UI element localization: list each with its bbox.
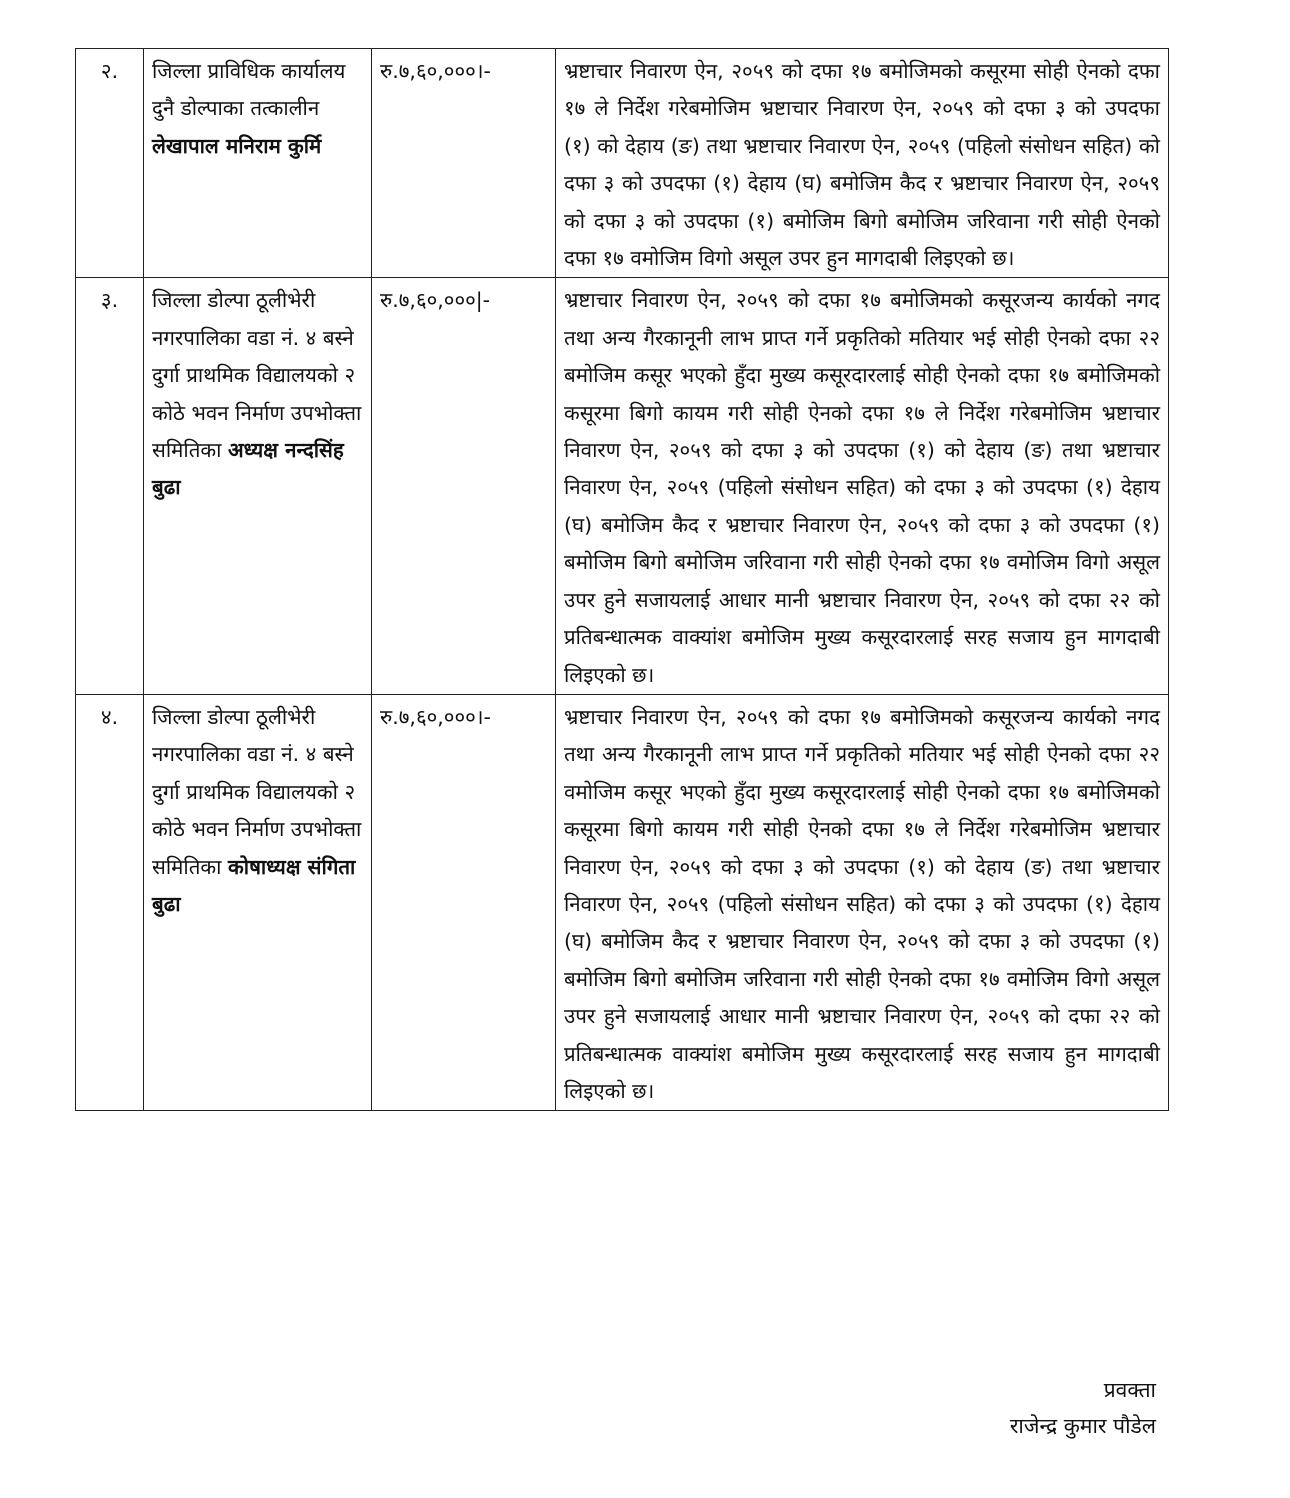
serial-number: ४. xyxy=(76,694,144,1110)
table-row xyxy=(76,49,1169,278)
defendant-name: अध्यक्ष नन्दसिंह बुढा xyxy=(152,438,344,500)
claim-amount: रु.७,६०,०००।- xyxy=(372,694,556,1110)
signature-block xyxy=(1010,1372,1156,1444)
defendant-cell xyxy=(144,278,372,694)
serial-number: ३. xyxy=(76,278,144,694)
signatory-designation: प्रवक्ता xyxy=(1103,1378,1156,1402)
table-row xyxy=(76,694,1169,1110)
claim-amount: रु.७,६०,०००|- xyxy=(372,278,556,694)
claim-description: भ्रष्टाचार निवारण ऐन, २०५९ को दफा १७ बमोजिमको कसूरजन्य कार्यको नगद तथा अन्य गैरकानूनी लाभ प्राप्त गर्ने प्रकृतिको मतियार भई सोही ऐनको दफा २२ बमोजिम कसूर भएको हुँदा मुख्य कसूरदारलाई सोही ऐनको दफा १७ बमोजिमको कसूरमा बिगो कायम गरी सोही ऐनको दफा १७ ले निर्देश गरेबमोजिम भ्रष्टाचार निवारण ऐन, २०५९ को दफा ३ को उपदफा (१) को देहाय (ङ) तथा भ्रष्टाचार निवारण ऐन, २०५९ (पहिलो संसोधन सहित) को दफा ३ को उपदफा (१) देहाय (घ) बमोजिम कैद र भ्रष्टाचार निवारण ऐन, २०५९ को दफा ३ को उपदफा (१) बमोजिम बिगो बमोजिम जरिवाना गरी सोही ऐनको दफा १७ वमोजिम विगो असूल उपर हुने सजायलाई आधार मानी भ्रष्टाचार निवारण ऐन, २०५९ को दफा २२ को प्रतिबन्धात्मक वाक्यांश बमोजिम मुख्य कसूरदारलाई सरह सजाय हुन मागदाबी लिइएको छ। xyxy=(556,278,1169,694)
defendant-name: कोषाध्यक्ष संगिता बुढा xyxy=(152,854,356,916)
defendant-cell xyxy=(144,49,372,278)
serial-number: २. xyxy=(76,49,144,278)
defendant-cell xyxy=(144,694,372,1110)
table-row xyxy=(76,278,1169,694)
defendant-name: लेखापाल मनिराम कुर्मि xyxy=(152,133,322,158)
defendant-office: जिल्ला प्राविधिक कार्यालय दुनै डोल्पाका तत्कालीन xyxy=(152,59,346,121)
claim-amount: रु.७,६०,०००।- xyxy=(372,49,556,278)
case-table xyxy=(75,48,1169,1111)
signatory-name: राजेन्द्र कुमार पौडेल xyxy=(1009,1414,1156,1438)
defendant-office: जिल्ला डोल्पा ठूलीभेरी नगरपालिका वडा नं. ४ बस्ने दुर्गा प्राथमिक विद्यालयको २ कोठे भवन निर्माण उपभोक्ता समितिका xyxy=(152,704,362,879)
claim-description: भ्रष्टाचार निवारण ऐन, २०५९ को दफा १७ बमोजिमको कसूरमा सोही ऐनको दफा १७ ले निर्देश गरेबमोजिम भ्रष्टाचार निवारण ऐन, २०५९ को दफा ३ को उपदफा (१) को देहाय (ङ) तथा भ्रष्टाचार निवारण ऐन, २०५९ (पहिलो संसोधन सहित) को दफा ३ को उपदफा (१) देहाय (घ) बमोजिम कैद र भ्रष्टाचार निवारण ऐन, २०५९ को दफा ३ को उपदफा (१) बमोजिम बिगो बमोजिम जरिवाना गरी सोही ऐनको दफा १७ वमोजिम विगो असूल उपर हुन मागदाबी लिइएको छ। xyxy=(556,49,1169,278)
claim-description: भ्रष्टाचार निवारण ऐन, २०५९ को दफा १७ बमोजिमको कसूरजन्य कार्यको नगद तथा अन्य गैरकानूनी लाभ प्राप्त गर्ने प्रकृतिको मतियार भई सोही ऐनको दफा २२ वमोजिम कसूर भएको हुँदा मुख्य कसूरदारलाई सोही ऐनको दफा १७ बमोजिमको कसूरमा बिगो कायम गरी सोही ऐनको दफा १७ ले निर्देश गरेबमोजिम भ्रष्टाचार निवारण ऐन, २०५९ को दफा ३ को उपदफा (१) को देहाय (ङ) तथा भ्रष्टाचार निवारण ऐन, २०५९ (पहिलो संसोधन सहित) को दफा ३ को उपदफा (१) देहाय (घ) बमोजिम कैद र भ्रष्टाचार निवारण ऐन, २०५९ को दफा ३ को उपदफा (१) बमोजिम बिगो बमोजिम जरिवाना गरी सोही ऐनको दफा १७ वमोजिम विगो असूल उपर हुने सजायलाई आधार मानी भ्रष्टाचार निवारण ऐन, २०५९ को दफा २२ को प्रतिबन्धात्मक वाक्यांश बमोजिम मुख्य कसूरदारलाई सरह सजाय हुन मागदाबी लिइएको छ। xyxy=(556,694,1169,1110)
defendant-office: जिल्ला डोल्पा ठूलीभेरी नगरपालिका वडा नं. ४ बस्ने दुर्गा प्राथमिक विद्यालयको २ कोठे भवन निर्माण उपभोक्ता समितिका xyxy=(152,288,362,463)
